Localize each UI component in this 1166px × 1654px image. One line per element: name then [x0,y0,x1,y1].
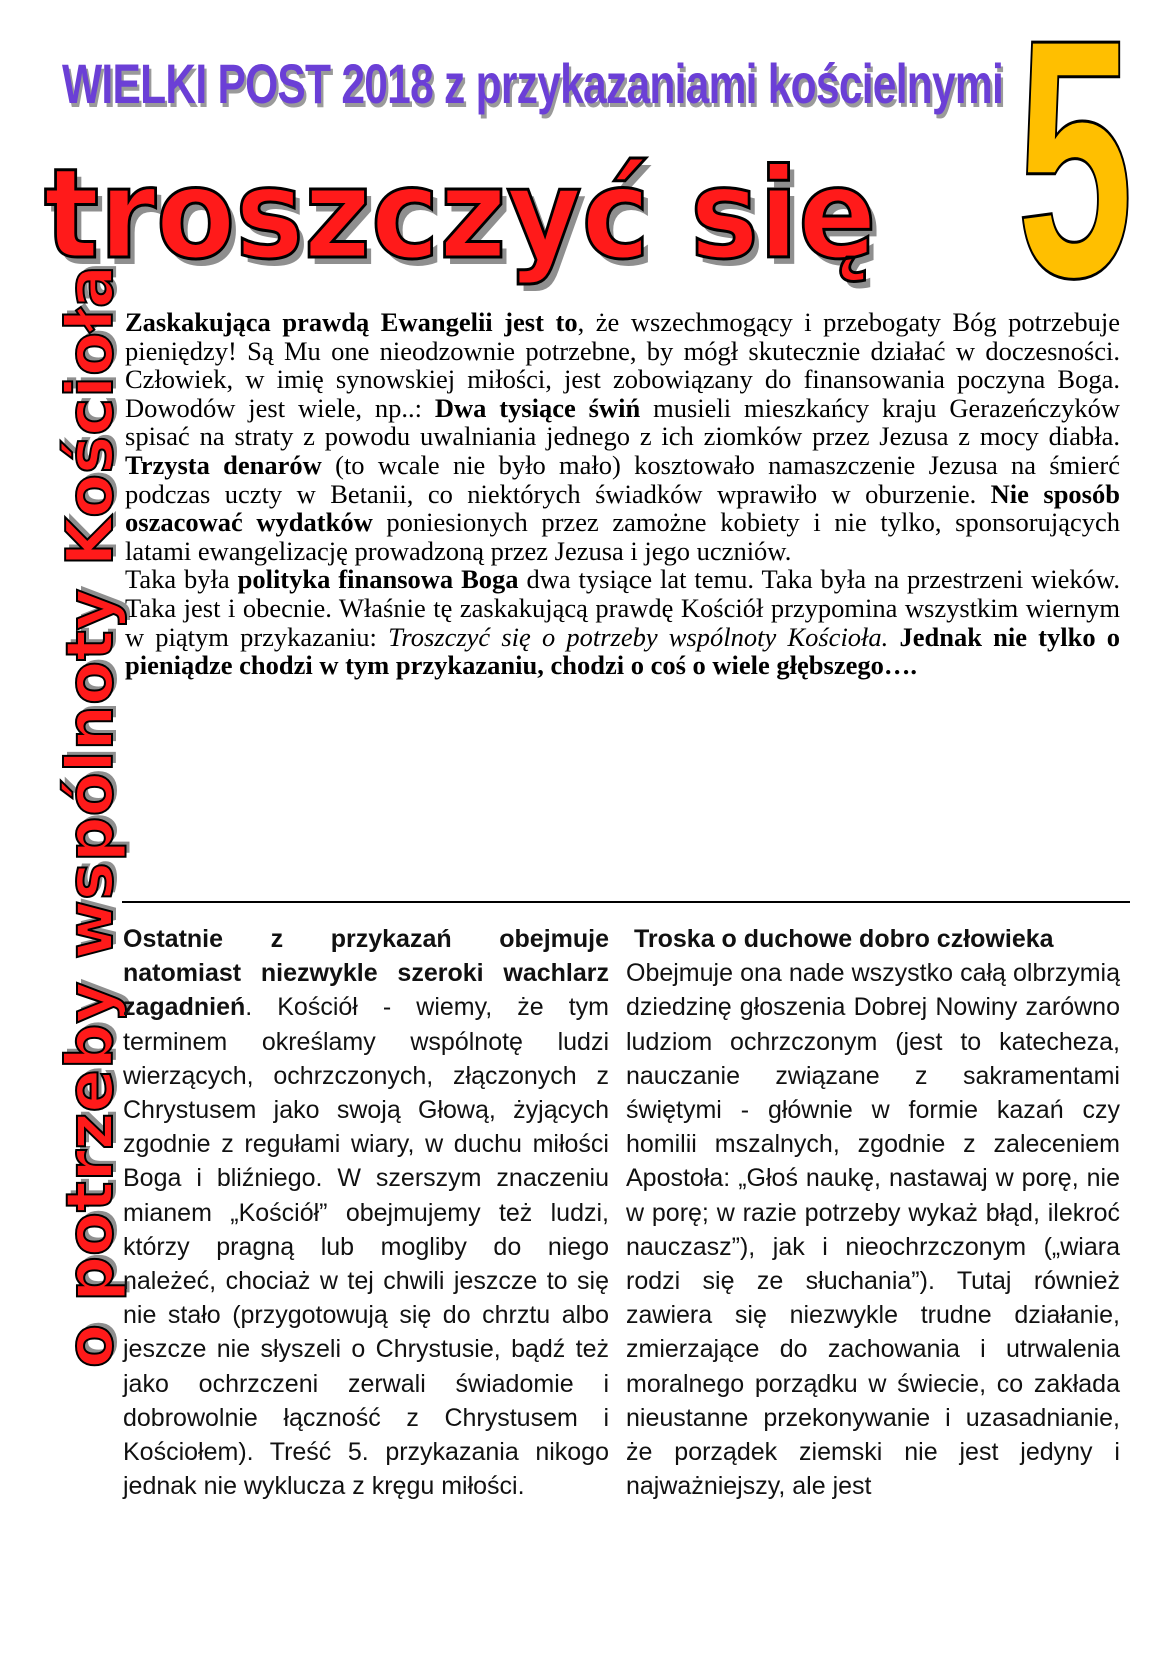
intro-bold-1: Zaskakująca prawdą Ewangelii jest to [125,307,578,337]
intro-text-1: , że wszechmogący i przebogaty Bóg potrzebuje pieniędzy! Są Mu one nieodzownie potrzebne, by mógł skutecznie działać w doczesności. Człowiek, w imię synowskiej miłości, jest zobowiązany do finansowania poczyna Boga. Dowodów jest wiele, np..: [125,307,1120,423]
left-lead: Ostatnie z przykazań obejmuje natomiast niezwykle szeroki wachlarz zagadnień [123,925,609,1022]
intro-text-4: poniesionych przez zamożne kobiety i nie tylko, sponsorujących latami ewangelizację prowadzoną przez Jezusa i jego uczniów. [125,507,1121,566]
intro-paragraph-1 [125,308,1120,565]
intro-bold-6: Jednak nie tylko o pieniądze chodzi w tym przykazaniu, chodzi o coś o wiele głębszego…. [125,621,1120,681]
series-title: WIELKI POST 2018 z przykazaniami kościelnymi [62,52,1004,115]
intro-text [125,308,1120,680]
right-heading: Troska o duchowe dobro człowieka [634,925,1054,953]
left-body: . Kościół - wiemy, że tym terminem określamy wspólnotę ludzi wierzących, ochrzczonych, złączonych z Chrystusem jako swoją Głową, żyjących zgodnie z regułami wiary, w duchu miłości Boga i bliźniego. W szerszym znaczeniu mianem „Kościół” obejmujemy też ludzi, którzy pragną lub mogliby do niego należeć, chociaż w tej chwili jeszcze to się nie stało (przygotowują się do chrztu albo jeszcze nie słyszeli o Chrystusie, bądź też jako ochrzczeni zerwali świadomie i dobrowolnie łączność z Chrystusem i Kościołem). Treść 5. przykazania nikogo jednak nie wyklucza z kręgu miłości. [123,993,609,1501]
vertical-subtitle: o potrzeby wspólnoty Kościoła [54,265,128,1369]
intro-text-6: dwa tysiące lat temu. Taka była na przestrzeni wieków. Taka jest i obecnie. Właśnie tę zaskakującą prawdę Kościół przypomina wszystkim wiernym w piątym przykazaniu: [125,564,1120,652]
intro-text-3: (to wcale nie było mało) kosztowało namaszczenie Jezusa na śmierć podczas uczty w Betanii, co niektórych świadków wprawiło w oburzenie. [125,449,1120,509]
commandment-number: 5 [1016,0,1134,349]
intro-italic-quote: Troszczyć się o potrzeby wspólnoty Kościoła. [388,621,889,652]
intro-bold-3: Trzysta denarów [125,449,322,480]
main-title: troszczyć się [44,143,877,287]
left-column [123,922,609,1503]
intro-text-5: Taka była [125,564,238,595]
right-column [626,922,1120,1503]
intro-bold-5: polityka finansowa Boga [237,564,519,595]
intro-bold-4: Nie sposób oszacować wydatków [125,478,1120,538]
intro-bold-2: Dwa tysiące świń [434,392,641,423]
left-paragraph [123,922,609,1503]
right-body: Obejmuje ona nade wszystko całą olbrzymią dziedzinę głoszenia Dobrej Nowiny zarówno ludziom ochrzczonym (jest to katecheza, nauczanie związane z sakramentami świętymi - głównie w formie kazań czy homilii mszalnych, zgodnie z zaleceniem Apostoła: „Głoś naukę, nastawaj w porę, nie w porę; w razie potrzeby wykaż błąd, ilekroć nauczasz”), jak i nieochrzczonym („wiara rodzi się ze słuchania”). Tutaj również zawiera się niezwykle trudne działanie, zmierzające do zachowania i utrwalenia moralnego porządku w świecie, co zakłada nieustanne przekonywanie i uzasadnianie, że porządek ziemski nie jest jedyny i najważniejszy, ale jest [626,959,1120,1501]
intro-paragraph-2 [125,565,1120,679]
intro-text-2: musieli mieszkańcy kraju Gerazeńczyków spisać na straty z powodu uwalniania jednego z ich ziomków przez Jezusa z mocy diabła. [125,392,1121,452]
section-divider [122,901,1130,903]
